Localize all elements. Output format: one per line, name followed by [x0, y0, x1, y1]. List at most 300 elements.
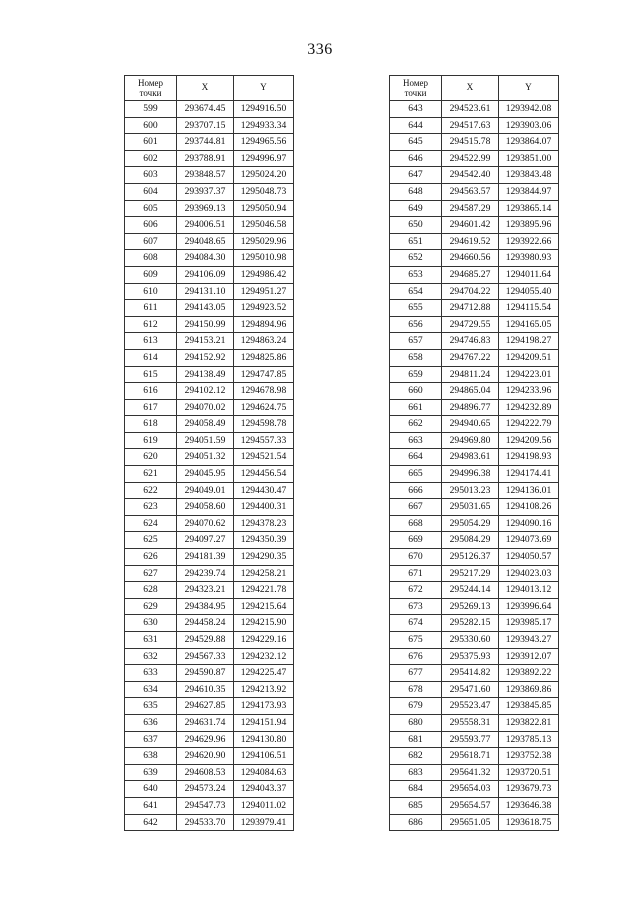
- y-coordinate-cell: 1293720.51: [499, 764, 559, 781]
- y-coordinate-cell: 1294557.33: [234, 432, 294, 449]
- point-number-cell: 660: [390, 383, 442, 400]
- point-number-cell: 610: [125, 283, 177, 300]
- table-row: [390, 167, 559, 184]
- x-coordinate-cell: 293969.13: [177, 200, 234, 217]
- y-coordinate-cell: 1294084.63: [234, 764, 294, 781]
- table-row: [390, 698, 559, 715]
- point-number-cell: 618: [125, 416, 177, 433]
- table-row: [125, 266, 294, 283]
- table-row: [390, 499, 559, 516]
- x-coordinate-cell: 295217.29: [442, 565, 499, 582]
- x-coordinate-cell: 294729.55: [442, 316, 499, 333]
- point-number-cell: 616: [125, 383, 177, 400]
- point-number-cell: 603: [125, 167, 177, 184]
- table-row: [390, 731, 559, 748]
- point-number-cell: 632: [125, 648, 177, 665]
- y-coordinate-cell: 1294106.51: [234, 748, 294, 765]
- point-number-cell: 676: [390, 648, 442, 665]
- x-coordinate-cell: 294610.35: [177, 681, 234, 698]
- x-coordinate-cell: 294058.60: [177, 499, 234, 516]
- y-coordinate-cell: 1294215.90: [234, 615, 294, 632]
- table-row: [390, 797, 559, 814]
- point-number-cell: 648: [390, 183, 442, 200]
- y-coordinate-cell: 1293869.86: [499, 681, 559, 698]
- y-coordinate-cell: 1294624.75: [234, 399, 294, 416]
- x-coordinate-cell: 294051.32: [177, 449, 234, 466]
- table-row: [390, 183, 559, 200]
- table-row: [390, 150, 559, 167]
- x-coordinate-cell: 294940.65: [442, 416, 499, 433]
- point-number-cell: 684: [390, 781, 442, 798]
- y-coordinate-cell: 1294456.54: [234, 466, 294, 483]
- y-coordinate-cell: 1294400.31: [234, 499, 294, 516]
- x-coordinate-cell: 294529.88: [177, 632, 234, 649]
- y-coordinate-cell: 1293864.07: [499, 134, 559, 151]
- y-coordinate-cell: 1294225.47: [234, 665, 294, 682]
- point-number-cell: 642: [125, 814, 177, 831]
- table-row: [125, 466, 294, 483]
- y-coordinate-cell: 1294223.01: [499, 366, 559, 383]
- x-coordinate-cell: 295654.03: [442, 781, 499, 798]
- point-number-cell: 626: [125, 549, 177, 566]
- point-number-cell: 649: [390, 200, 442, 217]
- table-row: [390, 250, 559, 267]
- x-coordinate-cell: 295330.60: [442, 632, 499, 649]
- x-coordinate-cell: 295618.71: [442, 748, 499, 765]
- table-row: [390, 565, 559, 582]
- table-row: [390, 582, 559, 599]
- point-number-header-line2: точки: [139, 88, 162, 98]
- point-number-cell: 654: [390, 283, 442, 300]
- table-row: [125, 200, 294, 217]
- point-number-cell: 669: [390, 532, 442, 549]
- table-row: [390, 482, 559, 499]
- y-coordinate-cell: 1294894.96: [234, 316, 294, 333]
- y-coordinate-cell: 1293903.06: [499, 117, 559, 134]
- y-coordinate-cell: 1294130.80: [234, 731, 294, 748]
- point-number-cell: 678: [390, 681, 442, 698]
- y-coordinate-cell: 1294290.35: [234, 549, 294, 566]
- y-coordinate-cell: 1294350.39: [234, 532, 294, 549]
- point-number-cell: 662: [390, 416, 442, 433]
- point-number-cell: 620: [125, 449, 177, 466]
- y-coordinate-cell: 1294825.86: [234, 349, 294, 366]
- point-number-cell: 659: [390, 366, 442, 383]
- table-row: [125, 183, 294, 200]
- point-number-cell: 647: [390, 167, 442, 184]
- table-row: [125, 449, 294, 466]
- coordinates-table-left: [124, 75, 294, 831]
- x-coordinate-cell: 294629.96: [177, 731, 234, 748]
- x-coordinate-cell: 294590.87: [177, 665, 234, 682]
- table-row: [125, 748, 294, 765]
- x-coordinate-cell: 294153.21: [177, 333, 234, 350]
- point-number-cell: 663: [390, 432, 442, 449]
- table-header-row: [125, 76, 294, 101]
- y-coordinate-cell: 1294951.27: [234, 283, 294, 300]
- table-row: [125, 681, 294, 698]
- point-number-cell: 602: [125, 150, 177, 167]
- table-row: [125, 233, 294, 250]
- y-coordinate-cell: 1293618.75: [499, 814, 559, 831]
- y-coordinate-cell: 1293843.48: [499, 167, 559, 184]
- y-coordinate-cell: 1293895.96: [499, 217, 559, 234]
- y-coordinate-cell: 1294747.85: [234, 366, 294, 383]
- point-number-cell: 658: [390, 349, 442, 366]
- table-row: [125, 349, 294, 366]
- x-coordinate-cell: 295054.29: [442, 515, 499, 532]
- table-row: [390, 814, 559, 831]
- x-coordinate-cell: 294084.30: [177, 250, 234, 267]
- y-coordinate-cell: 1295046.58: [234, 217, 294, 234]
- point-number-cell: 646: [390, 150, 442, 167]
- table-row: [125, 333, 294, 350]
- table-row: [390, 665, 559, 682]
- table-row: [390, 117, 559, 134]
- table-row: [125, 632, 294, 649]
- point-number-cell: 671: [390, 565, 442, 582]
- y-coordinate-cell: 1294430.47: [234, 482, 294, 499]
- table-row: [125, 582, 294, 599]
- y-header: Y: [234, 76, 294, 101]
- table-row: [390, 333, 559, 350]
- x-coordinate-cell: 295375.93: [442, 648, 499, 665]
- x-coordinate-cell: 294704.22: [442, 283, 499, 300]
- point-number-cell: 685: [390, 797, 442, 814]
- point-number-cell: 622: [125, 482, 177, 499]
- y-coordinate-cell: 1294173.93: [234, 698, 294, 715]
- y-coordinate-cell: 1294011.64: [499, 266, 559, 283]
- x-coordinate-cell: 294563.57: [442, 183, 499, 200]
- y-coordinate-cell: 1295024.20: [234, 167, 294, 184]
- table-row: [125, 416, 294, 433]
- table-row: [390, 714, 559, 731]
- x-coordinate-cell: 295244.14: [442, 582, 499, 599]
- x-coordinate-cell: 294685.27: [442, 266, 499, 283]
- point-number-cell: 679: [390, 698, 442, 715]
- y-coordinate-cell: 1293892.22: [499, 665, 559, 682]
- point-number-cell: 653: [390, 266, 442, 283]
- table-row: [125, 167, 294, 184]
- x-coordinate-cell: 294767.22: [442, 349, 499, 366]
- point-number-cell: 652: [390, 250, 442, 267]
- y-coordinate-cell: 1293785.13: [499, 731, 559, 748]
- y-coordinate-cell: 1293646.38: [499, 797, 559, 814]
- x-coordinate-cell: 295414.82: [442, 665, 499, 682]
- y-coordinate-cell: 1295010.98: [234, 250, 294, 267]
- point-number-cell: 623: [125, 499, 177, 516]
- table-row: [125, 283, 294, 300]
- x-coordinate-cell: 294522.99: [442, 150, 499, 167]
- point-number-cell: 674: [390, 615, 442, 632]
- y-coordinate-cell: 1294011.02: [234, 797, 294, 814]
- x-coordinate-cell: 294106.09: [177, 266, 234, 283]
- x-coordinate-cell: 294102.12: [177, 383, 234, 400]
- y-coordinate-cell: 1294108.26: [499, 499, 559, 516]
- table-header-row: [390, 76, 559, 101]
- y-coordinate-cell: 1293679.73: [499, 781, 559, 798]
- table-row: [125, 714, 294, 731]
- point-number-cell: 611: [125, 300, 177, 317]
- x-coordinate-cell: 294567.33: [177, 648, 234, 665]
- y-coordinate-cell: 1293865.14: [499, 200, 559, 217]
- x-coordinate-cell: 294712.88: [442, 300, 499, 317]
- point-number-cell: 641: [125, 797, 177, 814]
- y-coordinate-cell: 1294986.42: [234, 266, 294, 283]
- point-number-cell: 681: [390, 731, 442, 748]
- table-row: [390, 432, 559, 449]
- y-coordinate-cell: 1294213.92: [234, 681, 294, 698]
- point-number-cell: 665: [390, 466, 442, 483]
- point-number-cell: 630: [125, 615, 177, 632]
- table-row: [390, 316, 559, 333]
- x-coordinate-cell: 295593.77: [442, 731, 499, 748]
- point-number-cell: 625: [125, 532, 177, 549]
- y-coordinate-cell: 1293996.64: [499, 598, 559, 615]
- point-number-cell: 645: [390, 134, 442, 151]
- point-number-cell: 607: [125, 233, 177, 250]
- x-coordinate-cell: 294131.10: [177, 283, 234, 300]
- point-number-cell: 638: [125, 748, 177, 765]
- table-row: [390, 781, 559, 798]
- table-row: [125, 797, 294, 814]
- y-coordinate-cell: 1294233.96: [499, 383, 559, 400]
- y-coordinate-cell: 1294232.89: [499, 399, 559, 416]
- table-row: [125, 698, 294, 715]
- table-row: [390, 515, 559, 532]
- table-row: [125, 316, 294, 333]
- x-coordinate-cell: 294515.78: [442, 134, 499, 151]
- table-row: [125, 565, 294, 582]
- coordinates-table-right: [389, 75, 559, 831]
- x-header: X: [442, 76, 499, 101]
- point-number-cell: 617: [125, 399, 177, 416]
- point-number-cell: 631: [125, 632, 177, 649]
- x-coordinate-cell: 294458.24: [177, 615, 234, 632]
- x-coordinate-cell: 294660.56: [442, 250, 499, 267]
- point-number-cell: 675: [390, 632, 442, 649]
- table-row: [125, 615, 294, 632]
- y-coordinate-cell: 1294521.54: [234, 449, 294, 466]
- table-row: [390, 416, 559, 433]
- point-number-cell: 672: [390, 582, 442, 599]
- x-coordinate-cell: 294533.70: [177, 814, 234, 831]
- y-coordinate-cell: 1294043.37: [234, 781, 294, 798]
- table-row: [125, 366, 294, 383]
- y-coordinate-cell: 1294013.12: [499, 582, 559, 599]
- x-coordinate-cell: 295523.47: [442, 698, 499, 715]
- x-coordinate-cell: 294996.38: [442, 466, 499, 483]
- point-number-cell: 683: [390, 764, 442, 781]
- table-row: [125, 499, 294, 516]
- y-coordinate-cell: 1293943.27: [499, 632, 559, 649]
- table-row: [390, 217, 559, 234]
- point-number-cell: 667: [390, 499, 442, 516]
- table-row: [390, 101, 559, 118]
- x-coordinate-cell: 294573.24: [177, 781, 234, 798]
- point-number-cell: 604: [125, 183, 177, 200]
- y-coordinate-cell: 1294221.78: [234, 582, 294, 599]
- y-coordinate-cell: 1294222.79: [499, 416, 559, 433]
- point-number-header-line1: Номер: [402, 77, 429, 88]
- x-coordinate-cell: 295126.37: [442, 549, 499, 566]
- point-number-cell: 682: [390, 748, 442, 765]
- point-number-cell: 621: [125, 466, 177, 483]
- table-row: [125, 217, 294, 234]
- y-coordinate-cell: 1294174.41: [499, 466, 559, 483]
- table-row: [390, 615, 559, 632]
- x-coordinate-cell: 294239.74: [177, 565, 234, 582]
- y-coordinate-cell: 1294136.01: [499, 482, 559, 499]
- table-row: [390, 466, 559, 483]
- table-row: [390, 399, 559, 416]
- point-number-cell: 600: [125, 117, 177, 134]
- point-number-cell: 655: [390, 300, 442, 317]
- table-row: [125, 482, 294, 499]
- table-row: [390, 283, 559, 300]
- x-header: X: [177, 76, 234, 101]
- y-coordinate-cell: 1294229.16: [234, 632, 294, 649]
- y-coordinate-cell: 1293752.38: [499, 748, 559, 765]
- table-row: [125, 814, 294, 831]
- table-row: [390, 748, 559, 765]
- table-row: [390, 134, 559, 151]
- y-coordinate-cell: 1294232.12: [234, 648, 294, 665]
- x-coordinate-cell: 295282.15: [442, 615, 499, 632]
- point-number-cell: 624: [125, 515, 177, 532]
- y-coordinate-cell: 1293844.97: [499, 183, 559, 200]
- table-row: [125, 399, 294, 416]
- point-number-cell: 656: [390, 316, 442, 333]
- point-number-header: [390, 76, 442, 101]
- table-row: [125, 383, 294, 400]
- y-coordinate-cell: 1294863.24: [234, 333, 294, 350]
- point-number-cell: 634: [125, 681, 177, 698]
- table-row: [125, 665, 294, 682]
- point-number-header: [125, 76, 177, 101]
- x-coordinate-cell: 294969.80: [442, 432, 499, 449]
- x-coordinate-cell: 294547.73: [177, 797, 234, 814]
- table-row: [125, 648, 294, 665]
- x-coordinate-cell: 294619.52: [442, 233, 499, 250]
- x-coordinate-cell: 294865.04: [442, 383, 499, 400]
- y-coordinate-cell: 1294090.16: [499, 515, 559, 532]
- x-coordinate-cell: 294601.42: [442, 217, 499, 234]
- point-number-cell: 635: [125, 698, 177, 715]
- x-coordinate-cell: 293848.57: [177, 167, 234, 184]
- x-coordinate-cell: 294150.99: [177, 316, 234, 333]
- x-coordinate-cell: 294811.24: [442, 366, 499, 383]
- y-coordinate-cell: 1294215.64: [234, 598, 294, 615]
- table-row: [390, 349, 559, 366]
- y-coordinate-cell: 1295050.94: [234, 200, 294, 217]
- point-number-cell: 636: [125, 714, 177, 731]
- x-coordinate-cell: 294058.49: [177, 416, 234, 433]
- point-number-cell: 605: [125, 200, 177, 217]
- x-coordinate-cell: 294587.29: [442, 200, 499, 217]
- x-coordinate-cell: 294143.05: [177, 300, 234, 317]
- x-coordinate-cell: 294070.02: [177, 399, 234, 416]
- point-number-cell: 612: [125, 316, 177, 333]
- x-coordinate-cell: 294097.27: [177, 532, 234, 549]
- x-coordinate-cell: 295031.65: [442, 499, 499, 516]
- point-number-cell: 599: [125, 101, 177, 118]
- y-coordinate-cell: 1294073.69: [499, 532, 559, 549]
- table-row: [390, 266, 559, 283]
- point-number-cell: 628: [125, 582, 177, 599]
- x-coordinate-cell: 294384.95: [177, 598, 234, 615]
- point-number-cell: 639: [125, 764, 177, 781]
- y-coordinate-cell: 1295029.96: [234, 233, 294, 250]
- x-coordinate-cell: 294523.61: [442, 101, 499, 118]
- table-row: [125, 764, 294, 781]
- y-coordinate-cell: 1294996.97: [234, 150, 294, 167]
- point-number-cell: 661: [390, 399, 442, 416]
- table-row: [390, 632, 559, 649]
- table-row: [390, 233, 559, 250]
- point-number-header-line2: точки: [404, 88, 427, 98]
- x-coordinate-cell: 294048.65: [177, 233, 234, 250]
- x-coordinate-cell: 294152.92: [177, 349, 234, 366]
- point-number-cell: 668: [390, 515, 442, 532]
- table-row: [390, 598, 559, 615]
- point-number-cell: 627: [125, 565, 177, 582]
- x-coordinate-cell: 295558.31: [442, 714, 499, 731]
- x-coordinate-cell: 294049.01: [177, 482, 234, 499]
- y-coordinate-cell: 1294965.56: [234, 134, 294, 151]
- y-coordinate-cell: 1293985.17: [499, 615, 559, 632]
- point-number-cell: 613: [125, 333, 177, 350]
- table-row: [390, 200, 559, 217]
- point-number-cell: 644: [390, 117, 442, 134]
- y-coordinate-cell: 1294198.27: [499, 333, 559, 350]
- table-row: [125, 532, 294, 549]
- point-number-cell: 614: [125, 349, 177, 366]
- x-coordinate-cell: 294627.85: [177, 698, 234, 715]
- y-coordinate-cell: 1294115.54: [499, 300, 559, 317]
- point-number-cell: 606: [125, 217, 177, 234]
- x-coordinate-cell: 293674.45: [177, 101, 234, 118]
- x-coordinate-cell: 293707.15: [177, 117, 234, 134]
- point-number-cell: 609: [125, 266, 177, 283]
- x-coordinate-cell: 293937.37: [177, 183, 234, 200]
- table-row: [125, 150, 294, 167]
- table-row: [125, 549, 294, 566]
- y-coordinate-cell: 1294598.78: [234, 416, 294, 433]
- point-number-cell: 686: [390, 814, 442, 831]
- x-coordinate-cell: 294983.61: [442, 449, 499, 466]
- x-coordinate-cell: 293788.91: [177, 150, 234, 167]
- x-coordinate-cell: 294070.62: [177, 515, 234, 532]
- table-row: [390, 648, 559, 665]
- y-coordinate-cell: 1293979.41: [234, 814, 294, 831]
- point-number-cell: 640: [125, 781, 177, 798]
- y-coordinate-cell: 1294678.98: [234, 383, 294, 400]
- table-row: [390, 300, 559, 317]
- x-coordinate-cell: 294896.77: [442, 399, 499, 416]
- y-coordinate-cell: 1294916.50: [234, 101, 294, 118]
- point-number-cell: 673: [390, 598, 442, 615]
- table-row: [390, 383, 559, 400]
- y-coordinate-cell: 1293922.66: [499, 233, 559, 250]
- x-coordinate-cell: 295471.60: [442, 681, 499, 698]
- y-coordinate-cell: 1294258.21: [234, 565, 294, 582]
- y-coordinate-cell: 1294378.23: [234, 515, 294, 532]
- table-row: [125, 731, 294, 748]
- x-coordinate-cell: 295013.23: [442, 482, 499, 499]
- table-row: [125, 250, 294, 267]
- table-row: [390, 532, 559, 549]
